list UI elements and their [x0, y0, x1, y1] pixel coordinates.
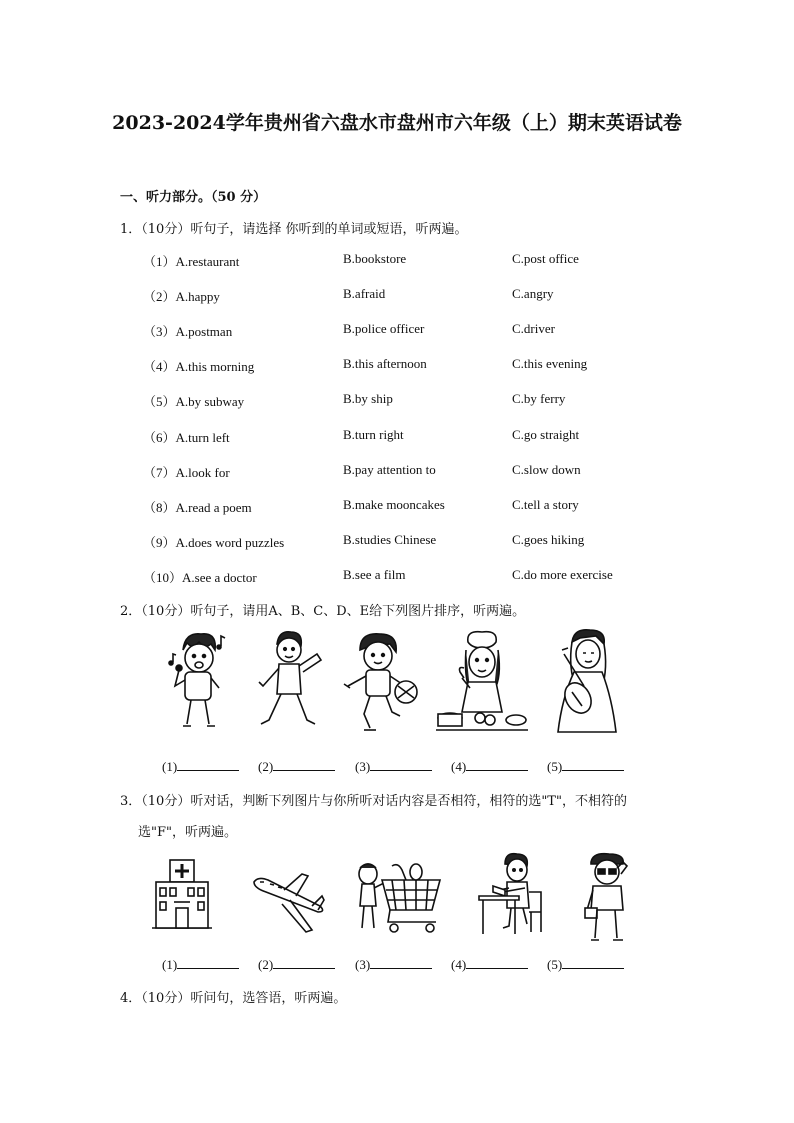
blank-number: (4)	[451, 759, 467, 774]
blank-number: (1)	[162, 957, 178, 972]
q1-option-row	[143, 427, 663, 447]
option-a: （1）A.restaurant	[143, 254, 240, 269]
blank-line[interactable]	[562, 760, 624, 771]
option-a: （8）A.read a poem	[143, 500, 252, 515]
blank-number: (4)	[451, 957, 467, 972]
q1-option-row	[143, 497, 663, 517]
option-c: C.this evening	[512, 356, 588, 371]
question-2: 2．（10分）听句子，请用A、B、C、D、E给下列图片排序，听两遍。	[120, 604, 526, 619]
q2-answer-blank[interactable]	[162, 759, 239, 775]
q1-option-row	[143, 462, 663, 482]
boy-playing-ball-image	[340, 630, 424, 734]
blank-line[interactable]	[370, 958, 432, 969]
blank-line[interactable]	[273, 958, 335, 969]
q1-option-row	[143, 251, 663, 271]
option-b: B.police officer	[343, 321, 425, 336]
option-b: B.this afternoon	[343, 356, 427, 371]
question-1: 1．（10分）听句子，请选择 你听到的单词或短语，听两遍。	[120, 222, 468, 237]
q1-option-row	[143, 321, 663, 341]
girl-shopping-cart-image	[352, 860, 446, 938]
option-c: C.by ferry	[512, 391, 566, 406]
q2-answer-blank[interactable]	[547, 759, 624, 775]
q2-answer-blank[interactable]	[258, 759, 335, 775]
option-c: C.driver	[512, 321, 555, 336]
page-title: 2023-2024学年贵州省六盘水市盘州市六年级（上）期末英语试卷	[112, 112, 682, 134]
blank-line[interactable]	[562, 958, 624, 969]
option-a: （3）A.postman	[143, 324, 233, 339]
hospital-image	[150, 858, 214, 934]
option-b: B.by ship	[343, 391, 393, 406]
blank-number: (5)	[547, 759, 563, 774]
option-b: B.bookstore	[343, 251, 407, 266]
option-b: B.studies Chinese	[343, 532, 437, 547]
q1-option-row	[143, 286, 663, 306]
option-b: B.turn right	[343, 427, 404, 442]
option-b: B.see a film	[343, 567, 406, 582]
option-a: （7）A.look for	[143, 465, 230, 480]
q3-answer-blank[interactable]	[355, 957, 432, 973]
blank-line[interactable]	[370, 760, 432, 771]
q3-answer-blank[interactable]	[258, 957, 335, 973]
q1-option-row	[143, 532, 663, 552]
option-c: C.do more exercise	[512, 567, 613, 582]
option-c: C.slow down	[512, 462, 581, 477]
option-a: （4）A.this morning	[143, 359, 255, 374]
blank-line[interactable]	[466, 760, 528, 771]
option-c: C.goes hiking	[512, 532, 585, 547]
girl-cooking-image	[436, 628, 528, 736]
blank-number: (3)	[355, 957, 371, 972]
boy-kung-fu-image	[255, 628, 325, 734]
blank-number: (3)	[355, 759, 371, 774]
question-3-continued: 选"F"，听两遍。	[138, 825, 237, 840]
question-3: 3．（10分）听对话，判断下列图片与你所听对话内容是否相符，相符的选"T"，不相符的	[120, 794, 627, 809]
question-4: 4．（10分）听问句，选答语，听两遍。	[120, 991, 347, 1006]
blank-line[interactable]	[466, 958, 528, 969]
girl-playing-pipa-image	[552, 628, 620, 738]
q3-answer-blank[interactable]	[547, 957, 624, 973]
blank-number: (2)	[258, 957, 274, 972]
q1-option-row	[143, 567, 663, 587]
section-heading: 一、听力部分。（50 分）	[120, 190, 267, 205]
option-c: C.post office	[512, 251, 579, 266]
blank-line[interactable]	[177, 760, 239, 771]
q1-option-row	[143, 391, 663, 411]
boy-singing-image	[165, 628, 231, 734]
man-with-phone-image	[583, 852, 633, 942]
q2-answer-blank[interactable]	[451, 759, 528, 775]
option-a: （9）A.does word puzzles	[143, 535, 285, 550]
option-a: （2）A.happy	[143, 289, 220, 304]
option-b: B.make mooncakes	[343, 497, 445, 512]
airplane-image	[250, 870, 326, 940]
blank-number: (5)	[547, 957, 563, 972]
q3-answer-blank[interactable]	[162, 957, 239, 973]
q2-answer-blank[interactable]	[355, 759, 432, 775]
option-a: （10）A.see a doctor	[143, 570, 257, 585]
option-a: （5）A.by subway	[143, 394, 245, 409]
option-c: C.angry	[512, 286, 554, 301]
option-c: C.tell a story	[512, 497, 579, 512]
q1-option-row	[143, 356, 663, 376]
blank-number: (1)	[162, 759, 178, 774]
option-b: B.afraid	[343, 286, 386, 301]
blank-number: (2)	[258, 759, 274, 774]
blank-line[interactable]	[273, 760, 335, 771]
option-a: （6）A.turn left	[143, 430, 230, 445]
option-c: C.go straight	[512, 427, 580, 442]
option-b: B.pay attention to	[343, 462, 436, 477]
boy-reading-at-desk-image	[475, 852, 545, 938]
blank-line[interactable]	[177, 958, 239, 969]
q3-answer-blank[interactable]	[451, 957, 528, 973]
